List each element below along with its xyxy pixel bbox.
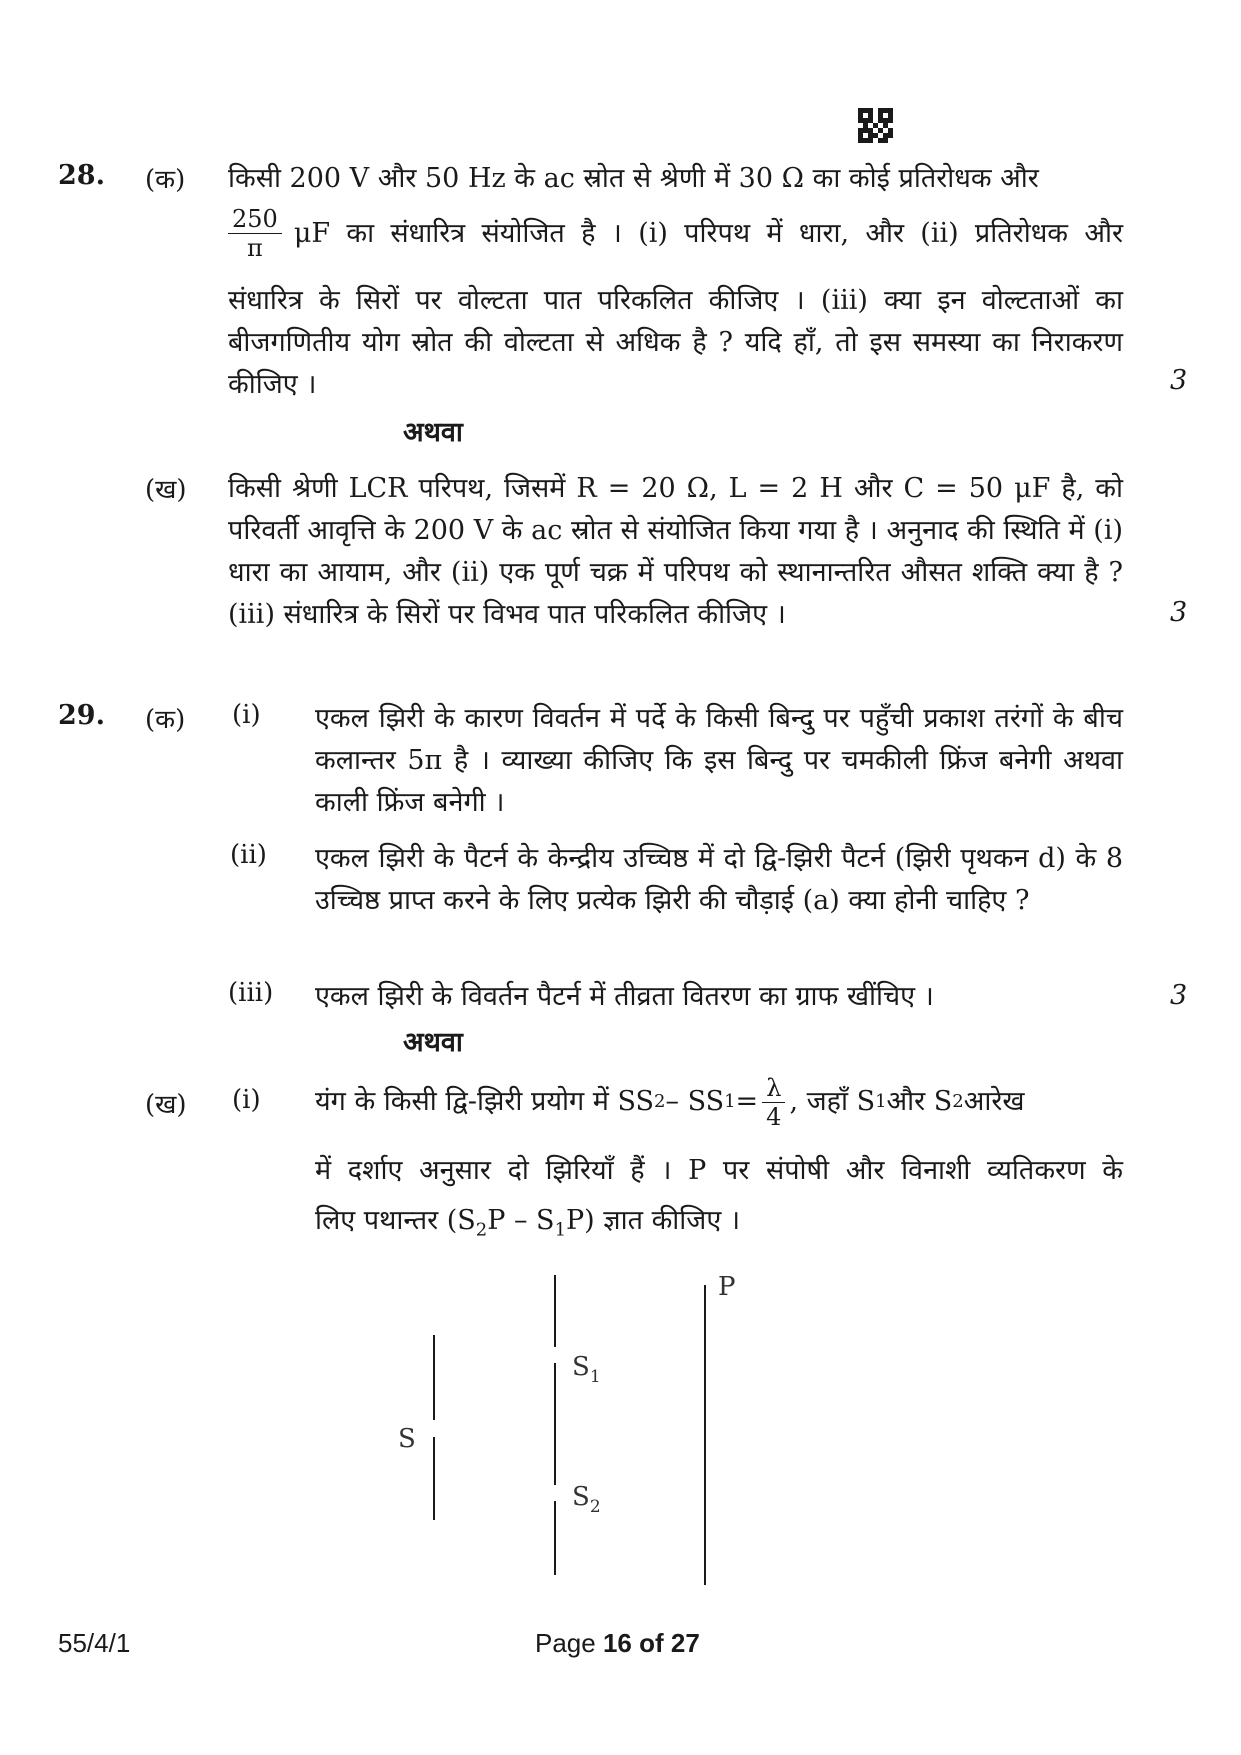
q28-part-a-line2 <box>228 205 1123 262</box>
question-number-28: 28. <box>58 160 105 191</box>
q29-part-a-ii-text: एकल झिरी के पैटर्न के केन्द्रीय उच्चिष्ठ में दो द्वि-झिरी पैटर्न (झिरी पृथकन d) के 8 उच्चिष्ठ प्राप्त करने के लिए प्रत्येक झिरी की चौड़ाई (a) क्या होनी चाहिए ? <box>315 843 1123 916</box>
q29-part-a-iii-label: (iii) <box>228 978 274 1008</box>
q29-part-b-i-label: (i) <box>232 1085 261 1115</box>
q28-part-a-rest: संधारित्र के सिरों पर वोल्टता पात परिकलित कीजिए । (iii) क्या इन वोल्टताओं का बीजगणितीय योग स्रोत की वोल्टता से अधिक है ? यदि हाँ, तो इस समस्या का निराकरण कीजिए । <box>228 285 1123 400</box>
q28-or-heading: अथवा <box>403 417 463 448</box>
label-s2: $S_2$ <box>572 1482 601 1517</box>
q29-part-a-marks: 3 <box>1170 980 1188 1011</box>
q28-part-a-marks: 3 <box>1170 365 1188 396</box>
q29-part-a-iii-text: एकल झिरी के विवर्तन पैटर्न में तीव्रता वितरण का ग्राफ खींचिए । <box>315 981 934 1012</box>
question-number-29: 29. <box>58 700 105 731</box>
q29-part-a-i-text: एकल झिरी के कारण विवर्तन में पर्दे के किसी बिन्दु पर पहुँची प्रकाश तरंगों के बीच कलान्तर 5π है । व्याख्या कीजिए कि इस बिन्दु पर चमकीली फ्रिंज बनेगी अथवा काली फ्रिंज बनेगी । <box>315 703 1123 818</box>
label-p: P <box>718 1275 736 1302</box>
q29-part-a-label: (क) <box>145 705 186 735</box>
q28-part-a-label: (क) <box>145 165 186 195</box>
q29-part-a-ii-label: (ii) <box>230 840 267 870</box>
q29-part-b-label: (ख) <box>145 1090 187 1120</box>
q29-or-heading: अथवा <box>403 1027 463 1058</box>
fraction-250-over-pi: $\frac{250}{\pi}$ <box>228 205 282 262</box>
q28-part-b-marks: 3 <box>1170 597 1188 628</box>
q29-part-b-i-line1: यंग के किसी द्वि-झिरी प्रयोग में SS 2 – SS 1 = $\frac{\lambda}{4}$ , जहाँ S 1 और S 2 आरेख <box>315 1073 1025 1131</box>
double-slit-diagram <box>380 1275 760 1595</box>
q28-part-b-label: (ख) <box>145 475 187 505</box>
paper-code: 55/4/1 <box>58 1628 131 1658</box>
qr-code <box>858 108 893 143</box>
q28-part-a-line1: किसी 200 V और 50 Hz के ac स्रोत से श्रेणी में 30 Ω का कोई प्रतिरोधक और <box>228 163 1039 194</box>
page-indicator: Page 16 of 27 <box>535 1628 700 1658</box>
label-s1: $S_1$ <box>572 1352 601 1387</box>
q29-part-a-i-label: (i) <box>232 700 261 730</box>
label-s: S <box>398 1424 416 1454</box>
q29-part-b-i-line2: में दर्शाए अनुसार दो झिरियाँ हैं । P पर संपोषी और विनाशी व्यतिकरण के <box>315 1155 1123 1186</box>
q28-part-a-line2-text: μF का संधारित्र संयोजित है । (i) परिपथ में धारा, और (ii) प्रतिरोधक और <box>293 217 1123 249</box>
fraction-lambda-over-4: $\frac{\lambda}{4}$ <box>762 1074 785 1131</box>
q28-part-b-text: किसी श्रेणी LCR परिपथ, जिसमें R = 20 Ω, L = 2 H और C = 50 μF है, को परिवर्ती आवृत्ति के 200 V के ac स्रोत से संयोजित किया गया है । अनुनाद की स्थिति में (i) धारा का आयाम, और (ii) एक पूर्ण चक्र में परिपथ को स्थानान्तरित औसत शक्ति क्या है ? (iii) संधारित्र के सिरों पर विभव पात परिकलित कीजिए । <box>228 473 1123 630</box>
q29-part-b-i-line3: लिए पथान्तर $(S_2P - S_1P)$ ज्ञात कीजिए । <box>315 1205 741 1241</box>
